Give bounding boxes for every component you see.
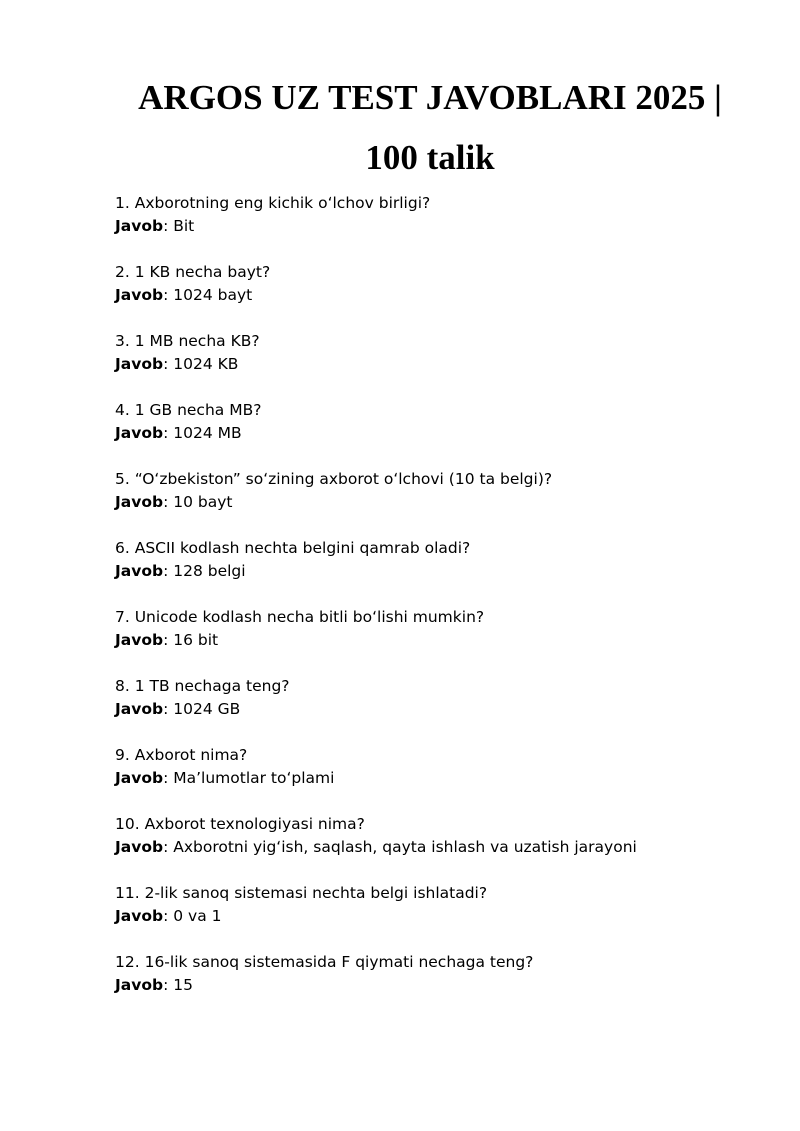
qa-item-7	[115, 606, 755, 652]
question-text: 2. 1 KB necha bayt?	[115, 263, 271, 281]
answer-separator: :	[163, 976, 174, 994]
qa-item-12	[115, 951, 755, 997]
qa-item-3	[115, 330, 755, 376]
question-text: 11. 2-lik sanoq sistemasi nechta belgi ishlatadi?	[115, 884, 488, 902]
question-text: 6. ASCII kodlash nechta belgini qamrab oladi?	[115, 539, 471, 557]
answer-separator: :	[163, 493, 174, 511]
qa-item-11	[115, 882, 755, 928]
question-text: 12. 16-lik sanoq sistemasida F qiymati nechaga teng?	[115, 953, 534, 971]
answer-label: Javob	[115, 769, 164, 787]
answer-label: Javob	[115, 838, 164, 856]
answer-label: Javob	[115, 493, 164, 511]
answer-text: Maʼlumotlar toʻplami	[173, 769, 335, 787]
question-text: 9. Axborot nima?	[115, 746, 248, 764]
qa-item-10	[115, 813, 755, 859]
answer-separator: :	[163, 217, 174, 235]
answer-line	[115, 491, 755, 514]
answer-label: Javob	[115, 424, 164, 442]
qa-item-5	[115, 468, 755, 514]
qa-item-9	[115, 744, 755, 790]
question-text: 4. 1 GB necha MB?	[115, 401, 262, 419]
qa-item-2	[115, 261, 755, 307]
question-text: 5. “Oʻzbekiston” soʻzining axborot oʻlchovi (10 ta belgi)?	[115, 470, 553, 488]
answer-line	[115, 974, 755, 997]
answer-label: Javob	[115, 976, 164, 994]
question-answer-list	[115, 192, 755, 1020]
answer-label: Javob	[115, 700, 164, 718]
answer-separator: :	[163, 838, 174, 856]
answer-line	[115, 353, 755, 376]
answer-separator: :	[163, 424, 174, 442]
answer-text: 0 va 1	[173, 907, 222, 925]
answer-text: 16 bit	[173, 631, 219, 649]
qa-item-1	[115, 192, 755, 238]
answer-text: 10 bayt	[173, 493, 233, 511]
answer-text: 1024 MB	[173, 424, 242, 442]
answer-text: Bit	[173, 217, 195, 235]
answer-label: Javob	[115, 907, 164, 925]
answer-separator: :	[163, 562, 174, 580]
answer-separator: :	[163, 769, 174, 787]
question-text: 10. Axborot texnologiyasi nima?	[115, 815, 365, 833]
answer-separator: :	[163, 355, 174, 373]
answer-line	[115, 629, 755, 652]
answer-line	[115, 767, 755, 790]
answer-label: Javob	[115, 562, 164, 580]
document-title-line-2: 100 talik	[365, 138, 495, 177]
qa-item-4	[115, 399, 755, 445]
answer-separator: :	[163, 631, 174, 649]
answer-text: 15	[173, 976, 193, 994]
answer-separator: :	[163, 700, 174, 718]
question-text: 7. Unicode kodlash necha bitli boʻlishi mumkin?	[115, 608, 485, 626]
answer-label: Javob	[115, 217, 164, 235]
answer-text: Axborotni yigʻish, saqlash, qayta ishlash va uzatish jarayoni	[173, 838, 637, 856]
answer-text: 128 belgi	[173, 562, 246, 580]
question-text: 1. Axborotning eng kichik oʻlchov birligi?	[115, 194, 431, 212]
qa-item-8	[115, 675, 755, 721]
answer-line	[115, 836, 755, 859]
answer-line	[115, 905, 755, 928]
answer-label: Javob	[115, 631, 164, 649]
answer-text: 1024 bayt	[173, 286, 253, 304]
answer-label: Javob	[115, 355, 164, 373]
answer-text: 1024 KB	[173, 355, 239, 373]
answer-label: Javob	[115, 286, 164, 304]
question-text: 3. 1 MB necha KB?	[115, 332, 260, 350]
answer-line	[115, 284, 755, 307]
answer-text: 1024 GB	[173, 700, 241, 718]
answer-line	[115, 698, 755, 721]
answer-line	[115, 422, 755, 445]
answer-line	[115, 560, 755, 583]
answer-separator: :	[163, 907, 174, 925]
answer-line	[115, 215, 755, 238]
qa-item-6	[115, 537, 755, 583]
document-title-line-1: ARGOS UZ TEST JAVOBLARI 2025 |	[138, 78, 722, 117]
answer-separator: :	[163, 286, 174, 304]
question-text: 8. 1 TB nechaga teng?	[115, 677, 290, 695]
